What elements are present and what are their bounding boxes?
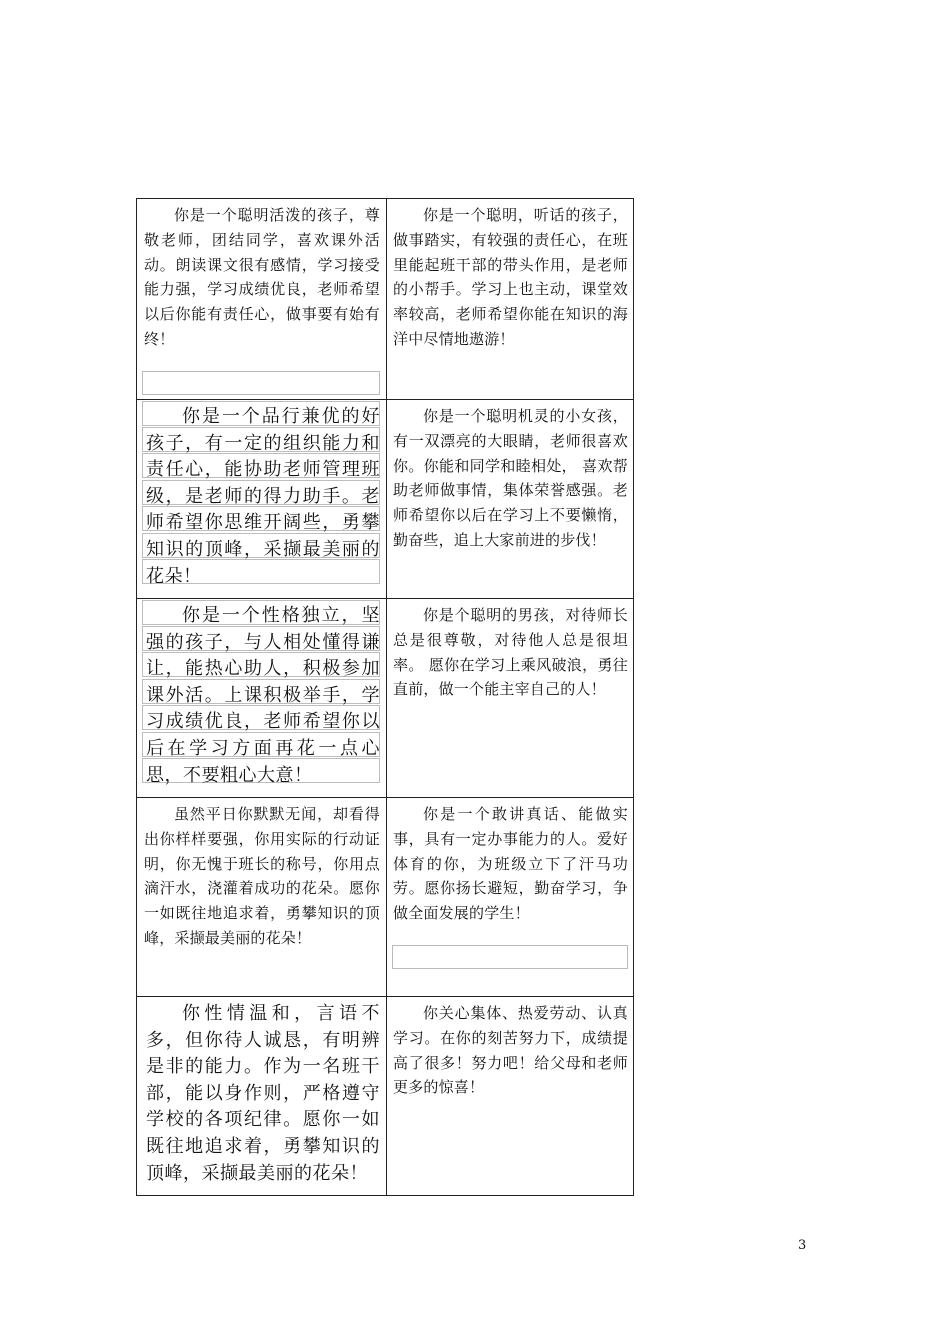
comment-cell-7 (137, 797, 386, 996)
comment-cell-9 (137, 996, 386, 1195)
comment-cell-1 (137, 199, 386, 399)
comment-cell-10 (386, 996, 634, 1195)
empty-text-box (142, 371, 380, 395)
comment-text: 你性情温和，言语不多，但你待人诚恳，有明辨是非的能力。作为一名班干部，能以身作则，严格遵守学校的各项纪律。愿你一如既往地追求着，勇攀知识的顶峰，采撷最美丽的花朵！ (146, 1003, 380, 1184)
comment-text: 你是一个聪明机灵的小女孩，有一双漂亮的大眼睛，老师很喜欢你。你能和同学和睦相处， 喜欢帮助老师做事情，集体荣誉感强。老师希望你以后在学习上不要懒惰，勤奋些，追上大家前进的步伐！ (393, 407, 628, 549)
comment-text: 你是一个聪明，听话的孩子，做事踏实，有较强的责任心，在班里能起班干部的带头作用，是老师的小帮手。学习上也主动，课堂效率较高，老师希望你能在知识的海洋中尽情地遨游！ (393, 206, 628, 348)
comment-text: 虽然平日你默默无闻，却看得出你样样要强，你用实际的行动证明，你无愧于班长的称号，你用点滴汗水，浇灌着成功的花朵。愿你一如既往地追求着，勇攀知识的顶峰，采撷最美丽的花朵！ (144, 805, 380, 947)
comment-cell-4 (386, 399, 634, 598)
comment-text: 你是一个性格独立，坚强的孩子，与人相处懂得谦让，能热心助人，积极参加课外活。上课积极举手，学习成绩优良，老师希望你以后在学习方面再花一点心思，不要粗心大意！ (146, 605, 380, 786)
comment-text: 你关心集体、热爱劳动、认真学习。在你的刻苦努力下，成绩提高了很多！努力吧！给父母和老师更多的惊喜！ (393, 1004, 628, 1097)
comments-table (136, 198, 634, 1196)
comment-text: 你是个聪明的男孩，对待师长总是很尊敬，对待他人总是很坦率。 愿你在学习上乘风破浪，勇往直前，做一个能主宰自己的人！ (393, 606, 628, 699)
comment-cell-8 (386, 797, 634, 996)
comment-cell-5 (137, 598, 386, 797)
comment-text: 你是一个聪明活泼的孩子，尊敬老师，团结同学，喜欢课外活动。朗读课文很有感情，学习接受能力强，学习成绩优良，老师希望以后你能有责任心，做事要有始有终！ (144, 206, 380, 348)
comment-cell-6 (386, 598, 634, 797)
page-number: 3 (798, 1238, 807, 1253)
comment-cell-3 (137, 399, 386, 598)
comment-cell-2 (386, 199, 634, 399)
empty-text-box (392, 945, 628, 969)
comment-text: 你是一个敢讲真话、能做实事，具有一定办事能力的人。爱好体育的你，为班级立下了汗马功劳。愿你扬长避短，勤奋学习，争做全面发展的学生！ (393, 805, 628, 923)
comment-text: 你是一个品行兼优的好孩子，有一定的组织能力和责任心，能协助老师管理班级，是老师的得力助手。老师希望你思维开阔些，勇攀知识的顶峰，采撷最美丽的花朵！ (146, 406, 380, 587)
